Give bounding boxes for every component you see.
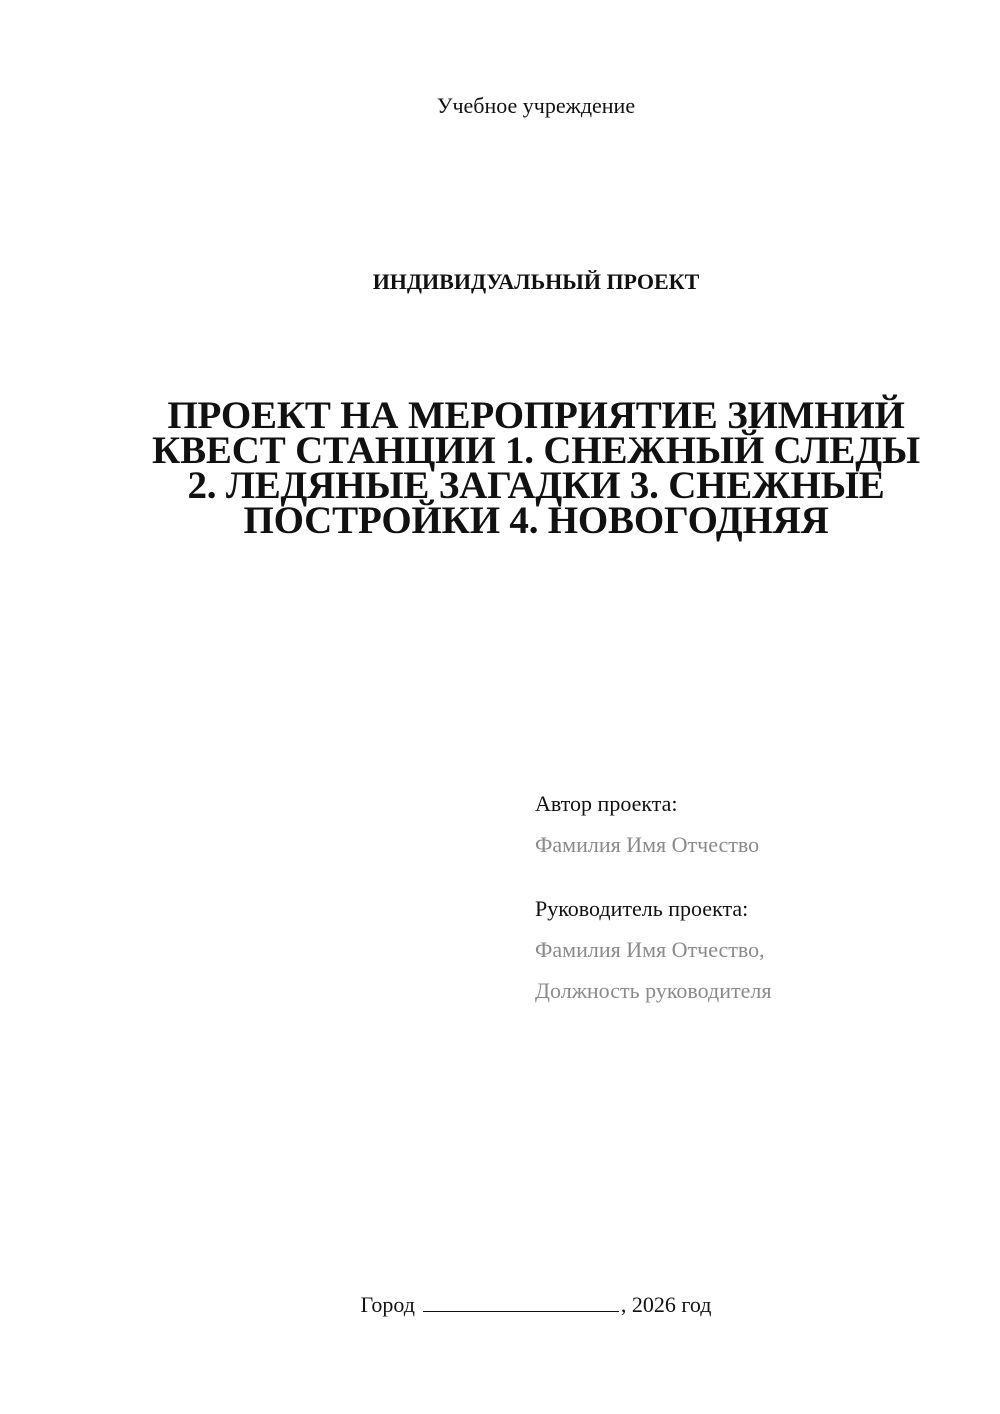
author-block xyxy=(535,790,975,859)
supervisor-position: Должность руководителя xyxy=(535,978,772,1003)
author-name: Фамилия Имя Отчество xyxy=(535,832,760,857)
city-blank-line xyxy=(423,1293,619,1312)
supervisor-name: Фамилия Имя Отчество, xyxy=(535,937,765,962)
institution-name: Учебное учреждение xyxy=(436,93,636,118)
supervisor-block xyxy=(535,895,975,1005)
project-title: ПРОЕКТ НА МЕРОПРИЯТИЕ ЗИМНИЙ КВЕСТ СТАНЦИИ 1. СНЕЖНЫЙ СЛЕДЫ 2. ЛЕДЯНЫЕ ЗАГАДКИ 3. СНЕЖНЫЕ ПОСТРОЙКИ 4. НОВОГОДНЯЯ xyxy=(152,394,920,542)
city-label: Город xyxy=(360,1292,415,1317)
footer-city-year xyxy=(0,1291,1000,1319)
author-label: Автор проекта: xyxy=(535,791,678,816)
year-text: , 2026 год xyxy=(620,1292,712,1317)
document-type: ИНДИВИДУАЛЬНЫЙ ПРОЕКТ xyxy=(372,269,700,294)
supervisor-label: Руководитель проекта: xyxy=(535,896,749,921)
